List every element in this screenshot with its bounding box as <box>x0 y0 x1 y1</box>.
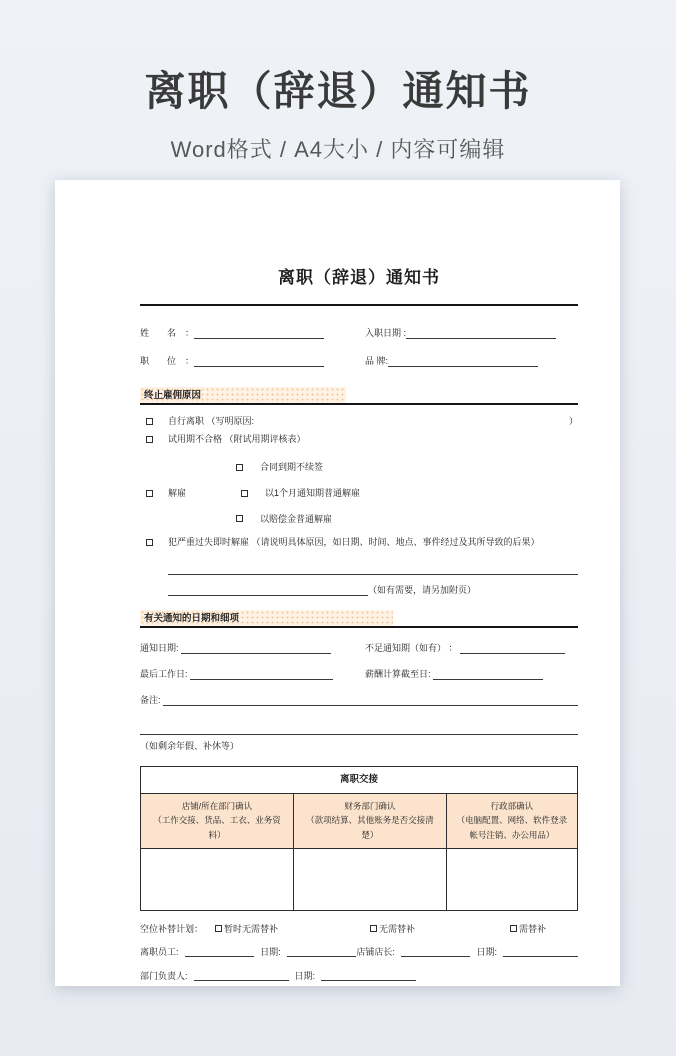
name-blank[interactable] <box>194 330 324 339</box>
checkbox-icon[interactable] <box>510 925 517 932</box>
handover-cell-finance[interactable] <box>293 848 446 910</box>
option-dismiss-compensation-label: 以赔偿金普通解雇 <box>260 513 333 524</box>
handover-col-admin-line1: 行政部确认 <box>490 800 534 811</box>
checkbox-icon[interactable] <box>146 539 153 546</box>
name-label: 姓 名 ： <box>140 328 195 339</box>
handover-col-store-line1: 店铺/所在部门确认 <box>181 800 253 811</box>
handover-col-store-line2: （工作交接、货品、工衣、业务资料） <box>153 815 281 840</box>
row-employee-signature <box>140 947 578 958</box>
option-self-resign <box>140 416 578 427</box>
misconduct-blank-row <box>168 566 578 575</box>
row-dept-head-signature <box>140 971 578 982</box>
checkbox-icon[interactable] <box>146 436 153 443</box>
handover-col-finance <box>293 793 446 848</box>
document-content <box>55 180 620 982</box>
dept-head-label: 部门负责人: <box>140 971 188 982</box>
remarks-label: 备注: <box>140 694 161 705</box>
row-remarks <box>140 695 578 706</box>
row-replacement-plan <box>140 924 578 935</box>
option-misconduct <box>140 537 578 548</box>
option-dismiss-compensation <box>140 514 578 525</box>
row-position-brand <box>140 356 578 367</box>
row-name-hiredate <box>140 328 578 339</box>
handover-table <box>140 766 578 911</box>
dept-head-signature-blank[interactable] <box>194 972 289 981</box>
date-label-1: 日期: <box>260 947 281 958</box>
remarks-note: （如剩余年假、补休等） <box>140 740 240 751</box>
misconduct-blank-2[interactable] <box>168 587 368 596</box>
option-no-replace <box>370 924 510 935</box>
section-termination-heading: 终止雇佣原因 <box>140 387 346 403</box>
section-termination-header <box>140 387 578 405</box>
store-manager-date-blank[interactable] <box>503 948 578 957</box>
handover-col-finance-line1: 财务部门确认 <box>344 800 396 811</box>
option-self-resign-close: ） <box>568 416 578 427</box>
appendix-row <box>168 585 578 596</box>
notice-date-label: 通知日期: <box>140 643 179 654</box>
row-notice-date <box>140 643 578 654</box>
position-label: 职 位 ： <box>140 356 195 367</box>
option-no-replace-label: 无需替补 <box>379 923 416 934</box>
option-misconduct-label: 犯严重过失即时解雇 （请说明具体原因，如日期、时间、地点、事件经过及其所导致的后果） <box>168 537 540 548</box>
banner-title: 离职（辞退）通知书 <box>144 68 532 114</box>
misconduct-blank-1[interactable] <box>168 566 578 575</box>
document-title: 离职（辞退）通知书 <box>278 268 440 287</box>
option-dismiss-notice-label: 以1个月通知期普通解雇 <box>265 487 361 498</box>
date-label-3: 日期: <box>294 971 316 982</box>
option-temp-no-replace <box>215 924 370 935</box>
checkbox-icon[interactable] <box>146 490 153 497</box>
section-notice-heading: 有关通知的日期和细项 <box>140 610 393 626</box>
banner <box>0 0 676 164</box>
banner-subtitle: Word格式 / A4大小 / 内容可编辑 <box>170 137 506 162</box>
option-dismiss <box>140 488 578 499</box>
option-self-resign-label: 自行离职 （写明原因: <box>168 416 255 427</box>
checkbox-icon[interactable] <box>146 418 153 425</box>
option-probation <box>140 434 578 445</box>
store-manager-label: 店铺店长: <box>356 947 395 958</box>
checkbox-icon[interactable] <box>236 464 243 471</box>
hire-date-blank[interactable] <box>406 330 556 339</box>
checkbox-icon[interactable] <box>370 925 377 932</box>
handover-cell-store[interactable] <box>141 848 294 910</box>
handover-cell-admin[interactable] <box>446 848 577 910</box>
option-need-replace <box>510 924 546 935</box>
short-notice-blank[interactable] <box>460 645 565 654</box>
position-blank[interactable] <box>194 358 324 367</box>
section-notice-header <box>140 610 578 628</box>
title-divider <box>140 304 578 306</box>
checkbox-icon[interactable] <box>241 490 248 497</box>
employee-signature-blank[interactable] <box>185 948 255 957</box>
last-working-day-blank[interactable] <box>190 671 333 680</box>
hire-date-label: 入职日期 : <box>365 328 407 339</box>
handover-table-title: 离职交接 <box>141 766 578 793</box>
option-contract-expire <box>140 462 578 473</box>
option-probation-label: 试用期不合格 （附试用期评核表） <box>168 434 306 445</box>
handover-col-admin-line2: （电脑配置、网络、软件登录帐号注销、办公用品） <box>456 815 568 840</box>
remarks-blank-2[interactable] <box>140 726 578 735</box>
option-contract-expire-label: 合同到期不续签 <box>260 461 324 472</box>
salary-cutoff-label: 薪酬计算截至日: <box>365 669 431 680</box>
store-manager-signature-blank[interactable] <box>401 948 471 957</box>
brand-blank[interactable] <box>388 358 538 367</box>
salary-cutoff-blank[interactable] <box>433 671 543 680</box>
replacement-plan-label: 空位补替计划： <box>140 923 204 934</box>
appendix-note: （如有需要，请另加附页） <box>368 585 477 596</box>
brand-label: 品 牌: <box>365 356 389 367</box>
option-need-replace-label: 需替补 <box>519 923 547 934</box>
row-remarks-2 <box>140 726 578 735</box>
checkbox-icon[interactable] <box>236 515 243 522</box>
last-working-day-label: 最后工作日: <box>140 669 188 680</box>
short-notice-label: 不足通知期（如有） ： <box>365 643 458 654</box>
option-temp-no-replace-label: 暂时无需替补 <box>224 923 279 934</box>
date-label-2: 日期: <box>476 947 497 958</box>
employee-label: 离职员工: <box>140 947 179 958</box>
handover-col-finance-line2: （款项结算、其他账务是否交接清楚） <box>306 815 434 840</box>
checkbox-icon[interactable] <box>215 925 222 932</box>
document-page <box>55 180 620 986</box>
employee-date-blank[interactable] <box>287 948 357 957</box>
handover-col-admin <box>446 793 577 848</box>
handover-col-store <box>141 793 294 848</box>
option-dismiss-label: 解雇 <box>168 487 187 498</box>
dept-head-date-blank[interactable] <box>321 972 416 981</box>
remarks-blank-1[interactable] <box>163 697 578 706</box>
notice-date-blank[interactable] <box>181 645 331 654</box>
row-last-working-day <box>140 669 578 680</box>
